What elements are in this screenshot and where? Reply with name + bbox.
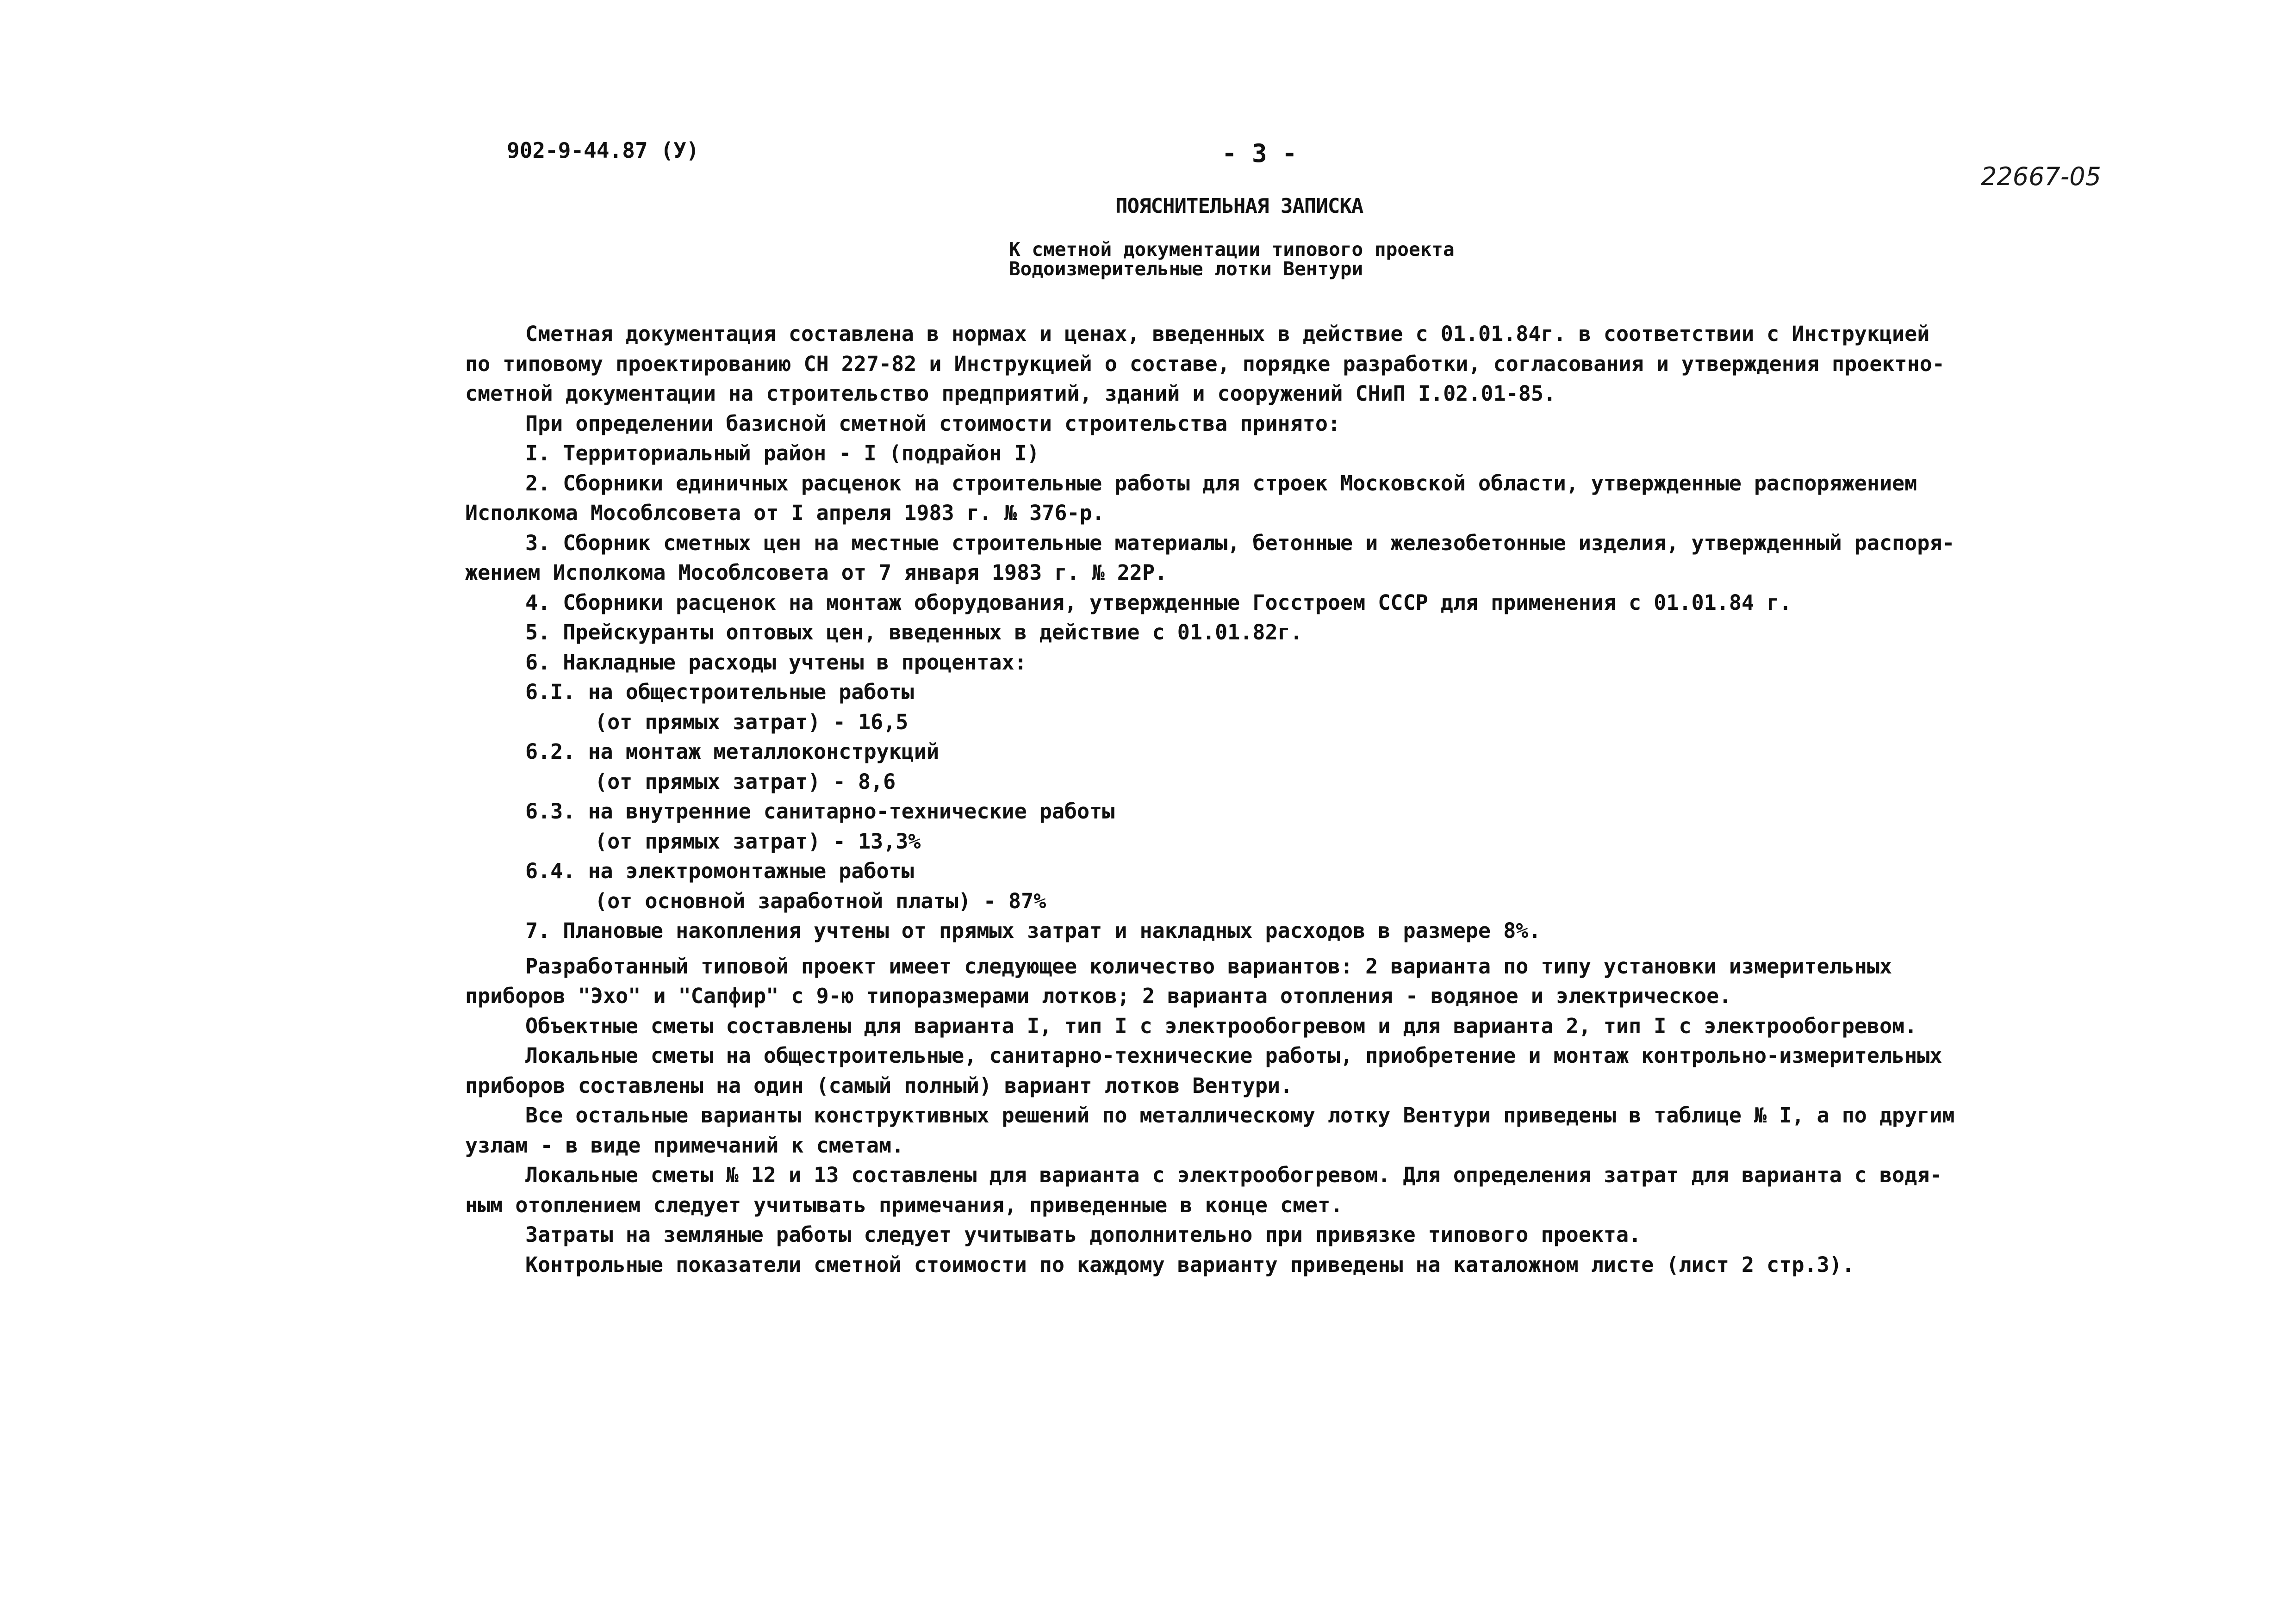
document-code: 902-9-44.87 (У) — [507, 138, 699, 163]
paragraph-line: При определении базисной сметной стоимости строительства принято: — [525, 411, 1340, 436]
sub-list-item-value: (от прямых затрат) - 8,6 — [595, 769, 896, 794]
sub-list-item: 6.2. на монтаж металлоконструкций — [525, 739, 940, 764]
list-item-continuation: жением Исполкома Мособлсовета от 7 января 1983 г. № 22Р. — [465, 560, 1168, 585]
paragraph-line: сметной документации на строительство предприятий, зданий и сооружений СНиП I.02.01-85. — [465, 381, 1556, 406]
page-number: - 3 - — [1222, 139, 1297, 168]
document-body — [465, 319, 1965, 1280]
paragraph-line: Все остальные варианты конструктивных решений по металлическому лотку Вентури приведены в таблице № I, а по другим — [525, 1103, 1955, 1128]
sub-list-item: 6.3. на внутренние санитарно-технические работы — [525, 799, 1115, 824]
paragraph-line: Локальные сметы № 12 и 13 составлены для варианта с электрообогревом. Для определения затрат для варианта с водя- — [525, 1163, 1942, 1187]
sub-list-item-value: (от прямых затрат) - 16,5 — [595, 709, 908, 734]
paragraph-line: Объектные сметы составлены для варианта I, тип I с электрообогревом и для варианта 2, тип I с электрообогревом. — [525, 1013, 1917, 1038]
sub-list-item: 6.4. на электромонтажные работы — [525, 859, 914, 883]
list-item-continuation: Исполкома Мособлсовета от I апреля 1983 г. № 376-р. — [465, 501, 1105, 525]
subtitle-line: К сметной документации типового проекта — [1009, 238, 1455, 260]
list-item: I. Территориальный район - I (подрайон I) — [525, 441, 1039, 465]
paragraph-line: Локальные сметы на общестроительные, санитарно-технические работы, приобретение и монтаж контрольно-измерительных — [525, 1043, 1942, 1068]
paragraph-line: Затраты на земляные работы следует учитывать дополнительно при привязке типового проекта. — [525, 1222, 1642, 1247]
list-item: 3. Сборник сметных цен на местные строительные материалы, бетонные и железобетонные изделия, утвержденный распоря- — [525, 530, 1955, 555]
paragraph-line: Контрольные показатели сметной стоимости по каждому варианту приведены на каталожном листе (лист 2 стр.3). — [525, 1252, 1854, 1277]
paragraph-line: Разработанный типовой проект имеет следующее количество вариантов: 2 варианта по типу установки измерительных — [525, 954, 1892, 979]
inventory-number: 22667-05 — [1981, 162, 2101, 191]
paragraph-line: приборов "Эхо" и "Сапфир" с 9-ю типоразмерами лотков; 2 варианта отопления - водяное и электрическое. — [465, 984, 1732, 1008]
list-item: 6. Накладные расходы учтены в процентах: — [525, 650, 1027, 675]
subtitle-line: Водоизмерительные лотки Вентури — [1009, 258, 1363, 280]
paragraph-line: Сметная документация составлена в нормах и ценах, введенных в действие с 01.01.84г. в соответствии с Инструкцией — [525, 322, 1930, 346]
paragraph-line: узлам - в виде примечаний к сметам. — [465, 1133, 904, 1158]
list-item: 5. Прейскуранты оптовых цен, введенных в действие с 01.01.82г. — [525, 620, 1303, 645]
sub-list-item-value: (от основной заработной платы) - 87% — [595, 888, 1046, 913]
document-title: ПОЯСНИТЕЛЬНАЯ ЗАПИСКА — [1115, 194, 1363, 218]
sub-list-item-value: (от прямых затрат) - 13,3% — [595, 829, 921, 854]
list-item: 4. Сборники расценок на монтаж оборудования, утвержденные Госстроем СССР для применения с 01.01.84 г. — [525, 590, 1792, 615]
paragraph-line: по типовому проектированию СН 227-82 и Инструкцией о составе, порядке разработки, согласования и утверждения проектно- — [465, 351, 1945, 376]
paragraph-line: ным отоплением следует учитывать примечания, приведенные в конце смет. — [465, 1192, 1343, 1217]
list-item: 2. Сборники единичных расценок на строительные работы для строек Московской области, утвержденные распоряжением — [525, 471, 1917, 496]
list-item: 7. Плановые накопления учтены от прямых затрат и накладных расходов в размере 8%. — [525, 918, 1541, 943]
paragraph-line: приборов составлены на один (самый полный) вариант лотков Вентури. — [465, 1073, 1293, 1098]
sub-list-item: 6.I. на общестроительные работы — [525, 680, 914, 704]
